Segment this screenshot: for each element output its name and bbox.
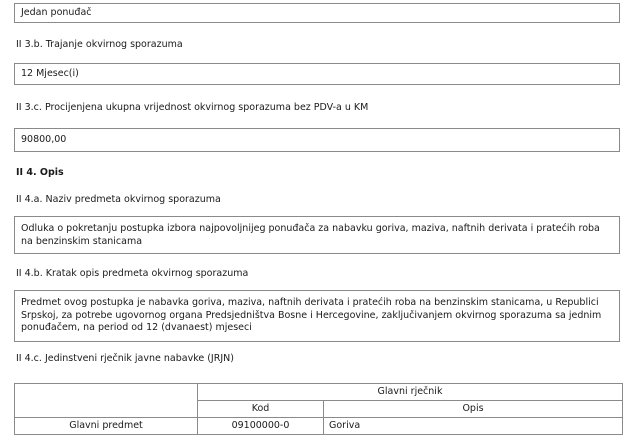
vrijednost-value-box <box>14 128 620 152</box>
trajanje-label: II 3.b. Trajanje okvirnog sporazuma <box>16 39 183 50</box>
table-row <box>15 418 623 435</box>
jrjn-row-opis: Goriva <box>324 418 623 435</box>
ponudac-value: Jedan ponuđač <box>21 7 92 18</box>
kratak-label: II 4.b. Kratak opis predmeta okvirnog sporazuma <box>16 268 249 279</box>
vrijednost-value: 90800,00 <box>21 134 67 145</box>
opis-heading: II 4. Opis <box>16 167 64 178</box>
naziv-label: II 4.a. Naziv predmeta okvirnog sporazuma <box>16 194 221 205</box>
jrjn-blank-cell <box>15 384 198 418</box>
trajanje-value: 12 Mjesec(i) <box>21 68 79 79</box>
jrjn-col-opis: Opis <box>324 401 623 418</box>
jrjn-group-header: Glavni rječnik <box>198 384 623 401</box>
ponudac-value-box <box>14 3 620 23</box>
vrijednost-label: II 3.c. Procijenjena ukupna vrijednost okvirnog sporazuma bez PDV-a u KM <box>16 102 369 113</box>
jrjn-row-label: Glavni predmet <box>15 418 198 435</box>
naziv-value: Odluka o pokretanju postupka izbora najpovoljnijeg ponuđača za nabavku goriva, maziva, naftnih derivata i pratećih roba na benzinskim stanicama <box>21 223 600 247</box>
jrjn-row-kod: 09100000-0 <box>198 418 324 435</box>
jrjn-label: II 4.c. Jedinstveni rječnik javne nabavke (JRJN) <box>16 353 234 364</box>
kratak-value: Predmet ovog postupka je nabavka goriva, maziva, naftnih derivata i pratećih roba na benzinskim stanicama, u Republici Srpskoj, za potrebe ugovornog organa Predsjedništva Bosne i Hercegovine, zaključivanjem okvirnog sporazuma sa jednim ponuđačem, na period od 12 (dvanaest) mjeseci <box>21 297 602 333</box>
jrjn-col-kod: Kod <box>198 401 324 418</box>
trajanje-value-box <box>14 63 620 85</box>
naziv-value-box <box>14 216 620 254</box>
kratak-value-box <box>14 290 620 342</box>
jrjn-table <box>14 383 623 435</box>
